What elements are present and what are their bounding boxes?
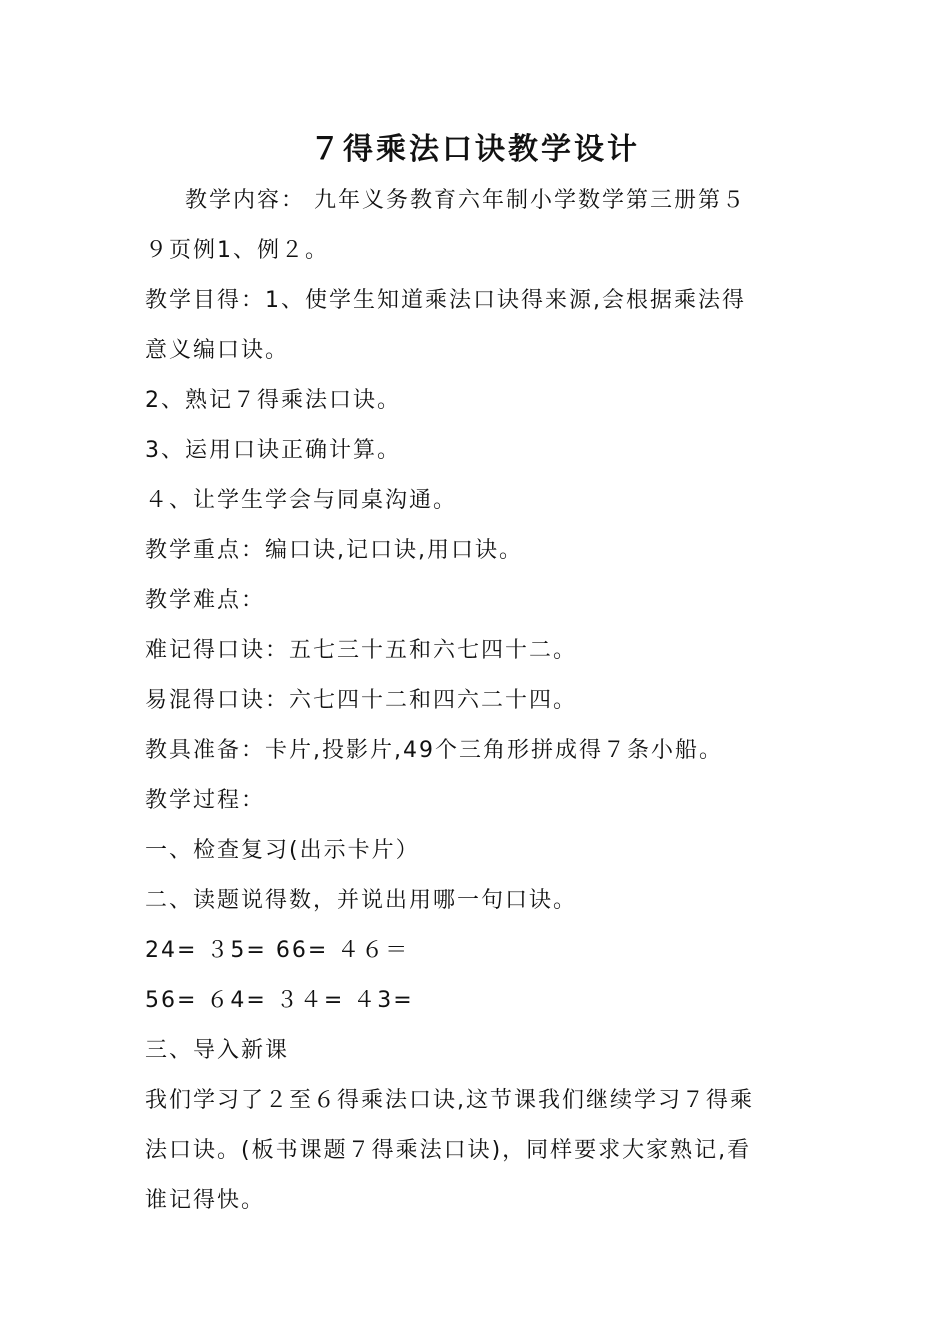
document-title: ７得乘法口诀教学设计: [310, 132, 640, 167]
content-line-1: 教学内容： 九年义务教育六年制小学数学第三册第５: [185, 188, 746, 213]
objective-item-2: 2、熟记７得乘法口诀。: [145, 388, 401, 413]
process-step-3: 三、导入新课: [145, 1038, 290, 1063]
content-line-2: ９页例1、例２。: [145, 238, 329, 263]
process-step-1: 一、检查复习(出示卡片）: [145, 838, 420, 863]
difficulty-hard-line: 难记得口诀：五七三十五和六七四十二。: [145, 638, 578, 663]
process-heading: 教学过程：: [145, 788, 266, 813]
process-step-2: 二、读题说得数，并说出用哪一句口诀。: [145, 888, 578, 913]
objective-item-4: ４、让学生学会与同桌沟通。: [145, 488, 458, 513]
objective-item-3: 3、运用口诀正确计算。: [145, 438, 401, 463]
materials-line: 教具准备：卡片,投影片,49个三角形拼成得７条小船。: [145, 738, 723, 763]
document-body: [145, 176, 805, 1226]
objective-line-2: 意义编口诀。: [145, 338, 290, 363]
exercise-row-2: 56= ６4= ３４= ４3=: [145, 988, 414, 1013]
paragraph-line-3: 谁记得快。: [145, 1188, 266, 1213]
paragraph-line-2: 法口诀。(板书课题７得乘法口诀)，同样要求大家熟记,看: [145, 1138, 752, 1163]
objective-line-1: 教学目得：1、使学生知道乘法口诀得来源,会根据乘法得: [145, 288, 746, 313]
difficulties-heading: 教学难点：: [145, 588, 266, 613]
difficulty-confusing-line: 易混得口诀：六七四十二和四六二十四。: [145, 688, 578, 713]
exercise-row-1: 24= ３5= 66= ４６＝: [145, 938, 410, 963]
paragraph-line-1: 我们学习了２至６得乘法口诀,这节课我们继续学习７得乘: [145, 1088, 754, 1113]
key-points-line: 教学重点：编口诀,记口诀,用口诀。: [145, 538, 523, 563]
